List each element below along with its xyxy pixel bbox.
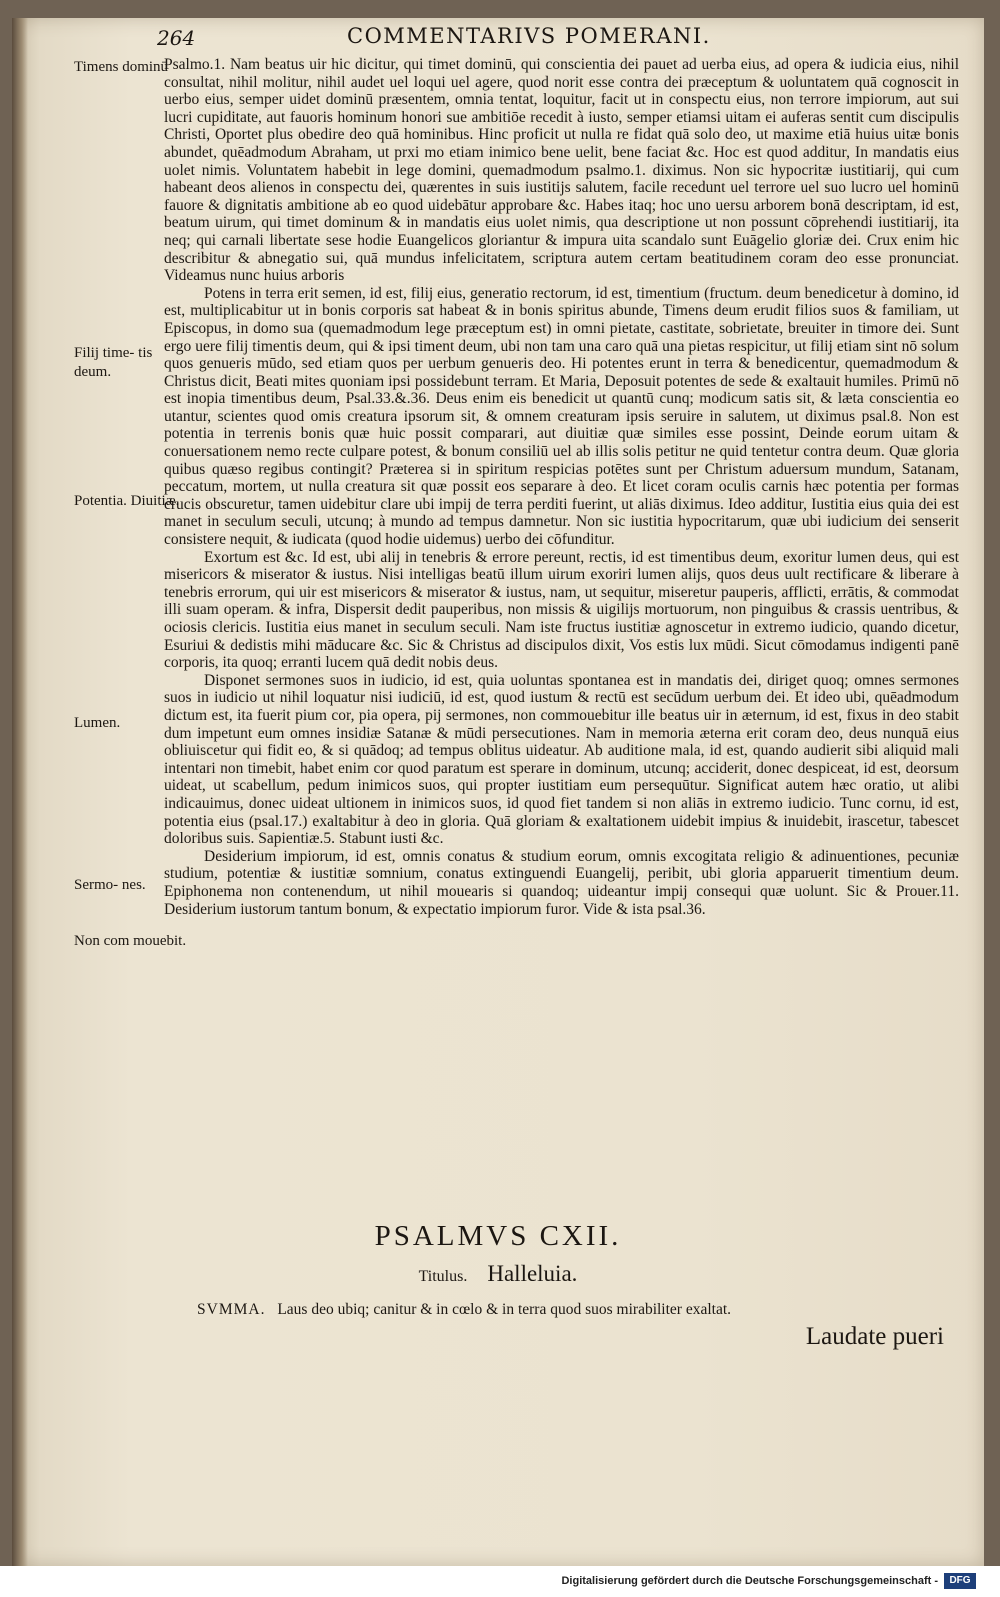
dfg-logo-icon: DFG <box>944 1573 976 1589</box>
margin-note-lumen: Lumen. <box>74 715 121 731</box>
psalm-heading: PSALMVS CXII. <box>374 1220 622 1252</box>
commentary-body <box>164 56 959 918</box>
page-number: 264 <box>157 26 196 50</box>
paragraph: Disponet sermones suos in iudicio, id est, quia uoluntas spontanea est in mandatis dei, diriget quoq; omnes sermones suos in iudicio ut nihil loquatur nisi iudiciū, id est, quod iustum & rectū est secūdum uerbum dei. Et ideo ubi, quēadmodum dictum est, ita fuerit pium cor, pia opera, pij sermones, non commouebitur ille beatus uir in æternum, id est, fixus in deo stabit dum impetunt eum omnes insidiæ Satanæ & mūdi persecutiones. Nam in memoria æterna erit coram deo, deus nunquā eius obliuiscetur qui fidit eo, & si quādoq; ad tempus oblitus uideatur. Ab auditione mala, id est, quando audierit sibi aliquid mali intentari non timebit, habet enim cor quod paratum est sperare in dominum, utcunq; acciderit, donec despiceat, id est, deorsum uideat, ut scabellum, pedum inimicos suos, qui propter iustitiam eum persequūtur. Significat autem hæc oratio, ut alibi indicauimus, donec uideat ultionem in inimicos suos, id quod fiet tandem si non aliās in extremo iudicio. Tunc cornu, id est, potentia eius (psal.17.) exaltabitur à deo in gloria. Quā gloriam & exaltationem uidebit impius & inuidebit, irascetur, tabescet doloribus suis. Sapientiæ.5. Stabunt iusti &c. <box>164 671 959 848</box>
margin-note-sermones: Sermo‐ nes. <box>74 877 146 893</box>
book-page <box>12 18 984 1566</box>
summa-text: Laus deo ubiq; canitur & in cœlo & in terra quod suos mirabiliter exaltat. <box>277 1301 732 1318</box>
margin-note-timens-dominum: Timens dominū <box>74 59 169 75</box>
margin-note-non-commouebit: Non com mouebit. <box>74 933 187 949</box>
digitization-footer <box>0 1566 1000 1597</box>
titulus-label: Titulus. <box>418 1268 468 1285</box>
summa-label: SVMMA. <box>197 1301 266 1318</box>
catchword: Laudate pueri <box>805 1323 944 1350</box>
running-head: COMMENTARIVS POMERANI. <box>347 24 711 48</box>
footer-credit: Digitalisierung gefördert durch die Deutsche Forschungsgemeinschaft - <box>561 1575 938 1587</box>
titulus-value: Halleluia. <box>487 1261 578 1286</box>
page-gutter-shadow <box>12 18 28 1566</box>
paragraph: Desiderium impiorum, id est, omnis conatus & studium eorum, omnis excogitata religio & adinuentiones, pecuniæ studium, potentiæ & iustitiæ somnium, conatus extinguendi Euangelij, peribit, ubi gloria apparuerit timentium deum. Epiphonema non contenendum, ut nihil mouearis si quandoq; uideantur impij consequi quæ uolunt. Sic & Prouer.11. Desiderium iustorum tantum bonum, & expectatio impiorum furor. Vide & ista psal.36. <box>164 847 959 918</box>
margin-note-filii-timentis: Filij time‐ tis deum. <box>74 345 153 380</box>
summa-line <box>197 1301 957 1319</box>
margin-note-potentia: Potentia. Diuitiæ. <box>74 493 180 509</box>
titulus-row <box>12 1261 984 1287</box>
paragraph: Psalmo.1. Nam beatus uir hic dicitur, qui timet dominū, qui conscientia dei pauet ad uerba eius, ad opera & iudicia eius, nihil consultat, nihil molitur, nihil audet uel loqui uel agere, quod norit esse contra dei præceptum & uoluntatem quā cognoscit in uerbo eius, semper uidet dominū præsentem, omnia tentat, loquitur, facit ut in conspectu eius, non terrore impiorum, aut sui lucri cupiditate, aut fauoris hominum honori sue ambitiōe recedit à iusto, semper etiamsi uitam ei auferas sentit cum discipulis Christi, Oportet plus obedire deo quā hominibus. Hinc proficit ut nulla re fidat quā solo deo, ut maxime etiā huius uitæ bonis abundet, quēadmodum Abraham, ut prxi mo etiam inimico bene uelit, bene faciat &c. Hoc est quod additur, In mandatis eius uolet nimis. Voluntatem habebit in lege domini, quemadmodum psalmo.1. diximus. Non sic hypocritæ iustitiarij, qui cum habeant deos alienos in conspectu dei, quærentes in suis iustitijs salutem, facile recedunt uel terrore uel suo lucro uel hominū fauore & dignitatis ambitione ab eo quod uidebātur approbare &c. Habes itaq; hoc uno uersu arborem bonā descriptam, id est, beatum uirum, qui timet dominum & in mandatis eius uolet nimis, qua descriptione ut non possunt cōprehendi iustitiarij, ita neq; qui carnali libertate sese hodie Euangelicos gloriantur & impura uita scandalo sunt Euāgelio gloriæ dei. Crux enim hic describitur & abnegatio sui, quā mundus infelicitatem, scriptura autem certam beatitudinem coram deo esse pronunciat. Videamus nunc huius arboris <box>164 56 959 285</box>
paragraph: Exortum est &c. Id est, ubi alij in tenebris & errore pereunt, rectis, id est timentibus deum, exoritur lumen deus, qui est misericors & miserator & iustus. Nisi intelligas beatū illum uirum exoriri lumen alijs, quos deus uult rectificare & liberare à tenebris errorum, qui uir est misericors & miserator & iustus, nam, ut sequitur, miseretur pauperis, afflicti, errātis, & commodat illi suam operam. & infra, Dispersit dedit pauperibus, non missis & uigilijs mortuorum, non pinguibus & crassis uentribus, & ociosis clericis. Iustitia eius manet in seculum seculi. Nam iste fructus iustitiæ agnoscetur in extremo iudicio, quando dicetur, Esuriui & dedistis mihi māducare &c. Sic & Christus ad discipulos dixit, Vos estis lux mūdi. Sicut cōmodamus indigenti panē corporis, ita quoq; erranti lucem quā dedit nobis deus. <box>164 548 959 672</box>
paragraph: Potens in terra erit semen, id est, filij eius, generatio rectorum, id est, timentium (fructum. deum benedicetur à domino, id est, multiplicabitur ut in bonis corporis sat habeat & in bonis spiritus abunde, Timens deum erudit filios suos & familiam, ut Episcopus, in domo sua (quemadmodum lege præceptum est) in omni pietate, castitate, sobrietate, breuiter in timore dei. Sunt ergo uere filij timentis deum, qui & ipsi timent deum, ubi non tam una caro quā una pietas respicitur, ut filij etiam sint nō solum quos genueris mūdo, sed etiam quos per uerbum genueris deo. Hi potentes erunt in terra & benedicentur, quemadmodum & Christus dicit, Beati mites quoniam ipsi possidebunt terram. Et Maria, Deposuit potentes de sede & exaltauit humiles. Primū nō est inopia timentibus deum, Psal.33.&.36. Deus enim eis benedicit ut quantū cunq; modicum satis sit, & læta conscientia eo utantur, scientes quod omis creatura ipsorum sit, & omnem creaturam ipsis seruire in salutem, ut diximus psal.8. Non est potentia in terrenis bonis quæ huic possit comparari, aut diuitiæ quæ similes esse possint, Deinde eorum uitam & conuersationem nemo recte culpare potest, & bonum consiliū uel ab illis solis petitur ne quid tentetur contra deum. Quæ gloria quibus quæso regibus contingit? Præterea si in spiritum respicias potētes sunt per Christum aduersum mundum, Satanam, peccatum, mortem, ut nulla creatura sit quæ possit eos separare à deo. Et licet coram oculis carnis hæc potentia per formas crucis obscuretur, tamen uidebitur clare ubi impij de terra perditi fuerint, ut aliās diximus. Ideo additur, Iustitia eius quia dei est manet in seculum seculi, utcunq; à mundo ad tempus damnetur. Non sic iustitia hypocritarum, quæ ubi iudicium dei senserit consistere nequit, & iudicata (quod hodie uidemus) uerbo dei cōfunditur. <box>164 284 959 549</box>
